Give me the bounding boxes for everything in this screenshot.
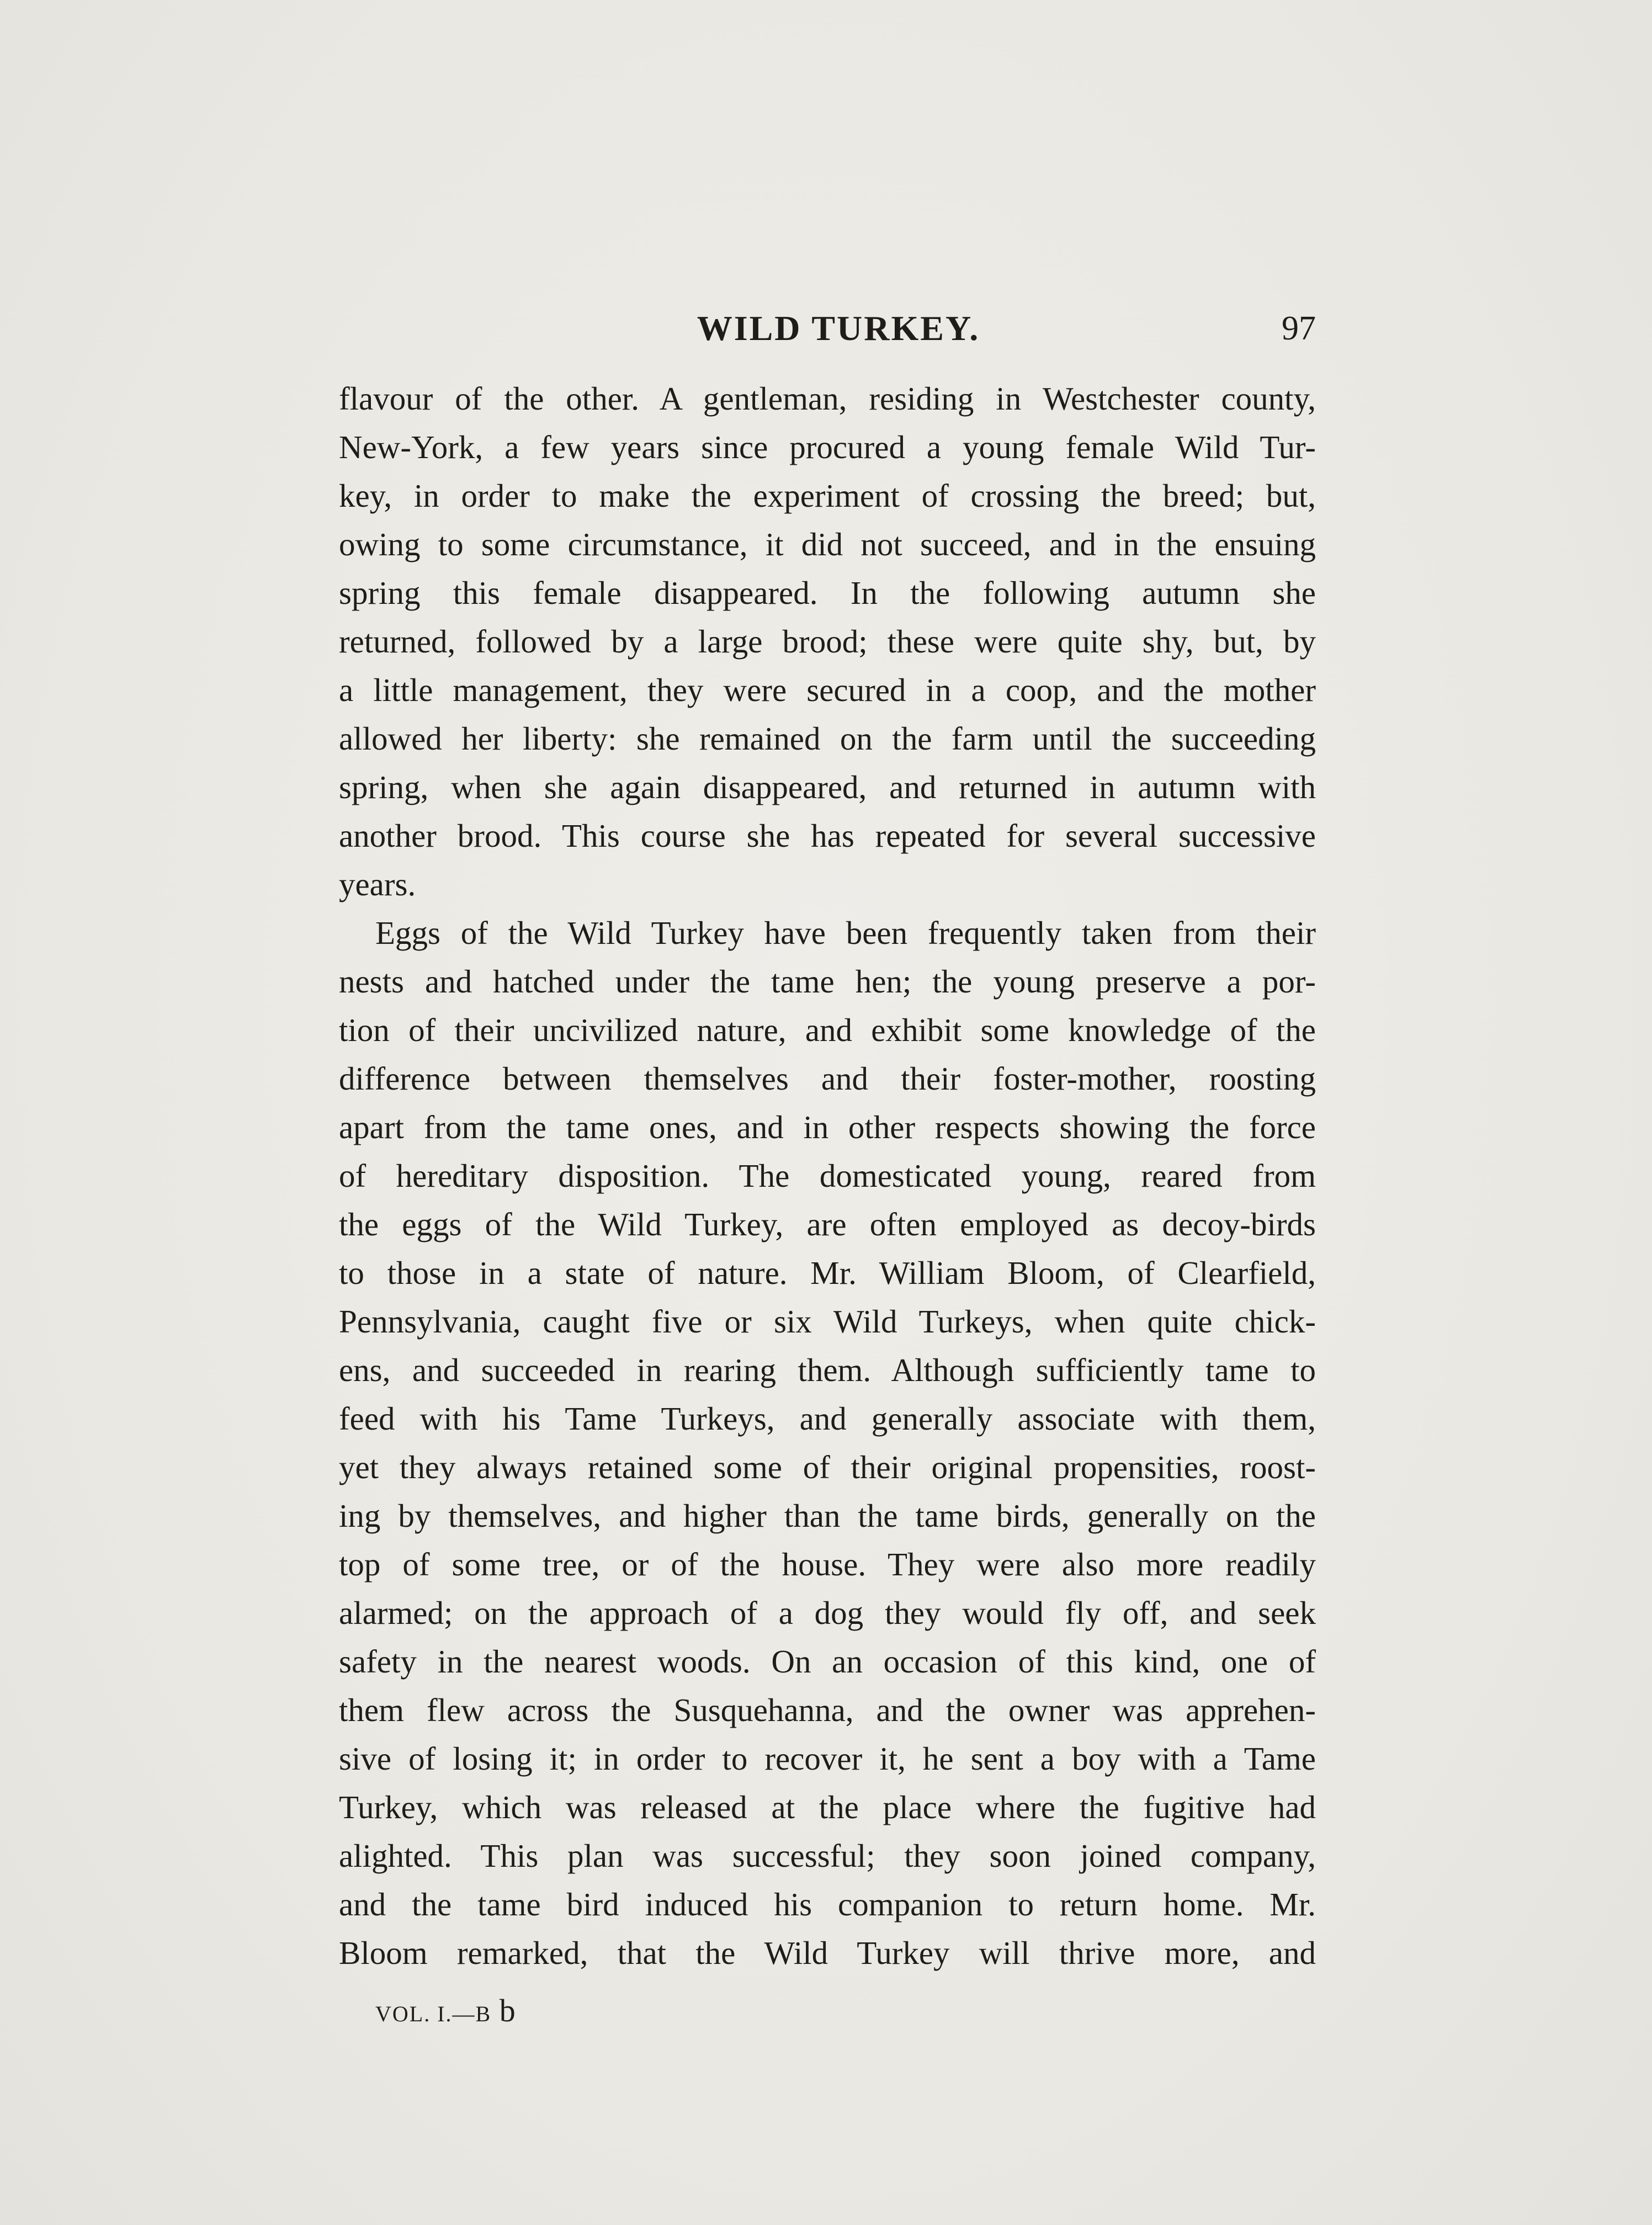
text-line: of hereditary disposition. The domesticated young, reared from: [339, 1157, 1316, 1194]
text-line: nests and hatched under the tame hen; the young preserve a por-: [339, 963, 1316, 1000]
volume-signature: VOL. I.—B: [375, 2001, 492, 2026]
text-line: feed with his Tame Turkeys, and generally associate with them,: [339, 1400, 1316, 1437]
page-number: 97: [1282, 310, 1316, 347]
text-line: top of some tree, or of the house. They were also more readily: [339, 1546, 1316, 1583]
text-line: allowed her liberty: she remained on the farm until the succeeding: [339, 720, 1316, 757]
text-line: spring this female disappeared. In the following autumn she: [339, 575, 1316, 611]
text-line: safety in the nearest woods. On an occasion of this kind, one of: [339, 1643, 1316, 1680]
text-line: Turkey, which was released at the place where the fugitive had: [339, 1789, 1316, 1825]
signature-mark: b: [499, 1993, 516, 2028]
running-title: WILD TURKEY.: [697, 309, 980, 348]
text-line: New-York, a few years since procured a young female Wild Tur-: [339, 429, 1316, 465]
text-line: difference between themselves and their foster-mother, roosting: [339, 1060, 1316, 1097]
text-line: to those in a state of nature. Mr. William Bloom, of Clearfield,: [339, 1255, 1316, 1291]
text-line: Eggs of the Wild Turkey have been frequently taken from their: [375, 915, 1316, 951]
text-line: another brood. This course she has repeated for several successive: [339, 817, 1316, 854]
text-line: them flew across the Susquehanna, and the owner was apprehen-: [339, 1692, 1316, 1728]
text-line: apart from the tame ones, and in other respects showing the force: [339, 1109, 1316, 1145]
text-line: owing to some circumstance, it did not succeed, and in the ensuing: [339, 526, 1316, 562]
text-line: ing by themselves, and higher than the tame birds, generally on the: [339, 1498, 1316, 1534]
body-text: [339, 374, 1316, 1977]
text-line: a little management, they were secured in a coop, and the mother: [339, 672, 1316, 708]
text-line: tion of their uncivilized nature, and exhibit some knowledge of the: [339, 1012, 1316, 1048]
running-head: [339, 306, 1316, 351]
signature-line: [375, 1992, 516, 2033]
text-line: sive of losing it; in order to recover it, he sent a boy with a Tame: [339, 1740, 1316, 1777]
text-line: key, in order to make the experiment of crossing the breed; but,: [339, 477, 1316, 514]
text-line: Pennsylvania, caught five or six Wild Turkeys, when quite chick-: [339, 1303, 1316, 1340]
text-line: alighted. This plan was successful; they soon joined company,: [339, 1838, 1316, 1874]
text-line: flavour of the other. A gentleman, residing in Westchester county,: [339, 380, 1316, 417]
text-line: yet they always retained some of their original propensities, roost-: [339, 1449, 1316, 1485]
text-line: alarmed; on the approach of a dog they would fly off, and seek: [339, 1595, 1316, 1631]
text-line: returned, followed by a large brood; these were quite shy, but, by: [339, 623, 1316, 660]
text-line: the eggs of the Wild Turkey, are often employed as decoy-birds: [339, 1206, 1316, 1242]
text-line: spring, when she again disappeared, and returned in autumn with: [339, 769, 1316, 805]
text-line: ens, and succeeded in rearing them. Although sufficiently tame to: [339, 1352, 1316, 1388]
text-line: and the tame bird induced his companion to return home. Mr.: [339, 1886, 1316, 1923]
text-line: Bloom remarked, that the Wild Turkey will thrive more, and: [339, 1935, 1316, 1971]
text-line: years.: [339, 866, 416, 902]
